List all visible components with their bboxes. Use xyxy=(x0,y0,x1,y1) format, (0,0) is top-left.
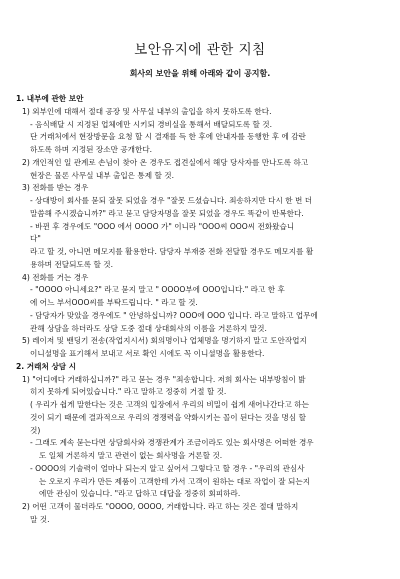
section-heading: 2. 거래처 상담 시 xyxy=(16,361,77,371)
text-line: 히지 못하게 되어있습니다." 라고 말하고 정중히 거절 할 것. xyxy=(30,387,227,397)
text-line: 는 오로지 우리가 만든 제품이 고객한테 가서 고객이 원하는 대로 작업이 잘 되는지 xyxy=(39,476,311,486)
text-line: - 그래도 계속 묻는다면 상담회사와 경쟁관계가 조금이라도 있는 회사명은 어떠한 경우 xyxy=(30,438,314,448)
text-line: 용하며 전달되도록 할 것. xyxy=(30,259,114,269)
section-heading: 1. 내부에 관한 보안 xyxy=(16,94,84,103)
text-line: 3) 전화를 받는 경우 xyxy=(22,183,89,193)
text-line: 것이 되기 때문에 결과적으로 우리의 경쟁력을 약화시키는 꼴이 된다는 것을 명심 할 xyxy=(30,412,306,422)
text-line: 라고 할 것, 아니면 메모지를 활용한다. 담당자 부재중 전화 전달할 경우도 메모지를 활 xyxy=(30,247,314,256)
document-body xyxy=(16,93,388,527)
text-line: 관해 상담을 하더라도 상담 도중 절대 상대회사의 이름을 거론하지 말것. xyxy=(30,323,267,333)
text-line: 도 일체 거론하지 말고 관련이 없는 회사명을 거론할 것. xyxy=(39,451,223,460)
text-line: 단 거래처에서 현장방문을 요청 할 시 결재를 득 한 후에 안내자를 동행한 후 에 감란 xyxy=(30,132,306,142)
text-line: - "OOOO 아니세요?" 라고 묻지 말고 " OOOO부에 OOO입니다." 라고 한 후 xyxy=(30,285,285,295)
text-line: ( 우리가 쉽게 말한다는 것은 고객의 입장에서 우리의 비밀이 쉽게 새어나간다고 하는 xyxy=(30,400,309,409)
document-title: 보안유지에 관한 지침 xyxy=(134,42,266,58)
text-line: 현장은 물론 사무실 내부 출입은 통제 할 것. xyxy=(30,170,175,180)
text-line: 에만 관심이 있습니다. "라고 답하고 대답을 정중히 회피하라. xyxy=(39,489,241,499)
text-line: 하도록 하며 지정된 장소만 공개한다. xyxy=(30,145,153,154)
text-line: 말 것. xyxy=(30,514,50,524)
text-line: 1) "어디에다 거래하십니까?" 라고 묻는 경우 "죄송합니다. 저희 회사는 내부방침이 밝 xyxy=(22,374,306,384)
text-line: 5) 레이저 및 밴딩기 전송(작업지시서) 회의명이나 업체명을 명기하지 말고 도안작업지 xyxy=(22,336,307,346)
text-line: 2) 어떤 고객이 물더라도 "OOOO, OOOO, 거래합니다. 라고 하는 것은 절대 말하지 xyxy=(22,502,299,511)
text-line: 1) 외부인에 대해서 절대 공장 및 사무실 내부의 출입을 하지 못하도록 한다. xyxy=(22,106,272,116)
text-line: - OOOO의 기술력이 얼마나 되는지 알고 싶어서 그렇다고 할 경우 - "우리의 관심사 xyxy=(30,463,305,473)
text-line: 말씀해 주시겠습니까?" 라고 묻고 담당자명을 잘못 되었을 경우도 똑같이 반복한다. xyxy=(30,208,304,218)
document-subtitle: 회사의 보안을 위해 아래와 같이 공지함. xyxy=(129,69,271,78)
text-line: - 바뀐 후 경우에도 "OOO 에서 OOOO 가" 이니라 "OOO씨 OOO씨 전화왔습니 xyxy=(30,221,295,231)
text-line: 2) 개인적인 일 관계로 손님이 찾아 온 경우도 접견실에서 해당 당사자를 만나도록 하고 xyxy=(22,157,309,167)
text-line: 에 어느 부서OOO씨를 부탁드립니다. " 라고 할 것. xyxy=(30,298,198,307)
text-line: - 담당자가 맞았을 경우에도 " 안녕하십니까? OOO에 OOO 입니다. 라고 말하고 업무에 xyxy=(30,310,318,320)
text-line: 다" xyxy=(30,234,41,244)
text-line: - 음식배달 시 지정된 업체에만 시키되 경비실을 통해서 배달되도록 할 것. xyxy=(30,119,273,129)
text-line: 것) xyxy=(30,425,41,435)
text-line: - 상대방이 회사를 묻되 잘못 되었을 경우 "잘못 드셨습니다. 죄송하지만 다시 한 번 더 xyxy=(30,196,313,205)
text-line: 4) 전화를 거는 경우 xyxy=(22,272,89,282)
text-line: 이니셜명을 표기해서 보내고 서로 확인 시에도 꼭 이니셜명을 활용한다. xyxy=(30,349,265,358)
